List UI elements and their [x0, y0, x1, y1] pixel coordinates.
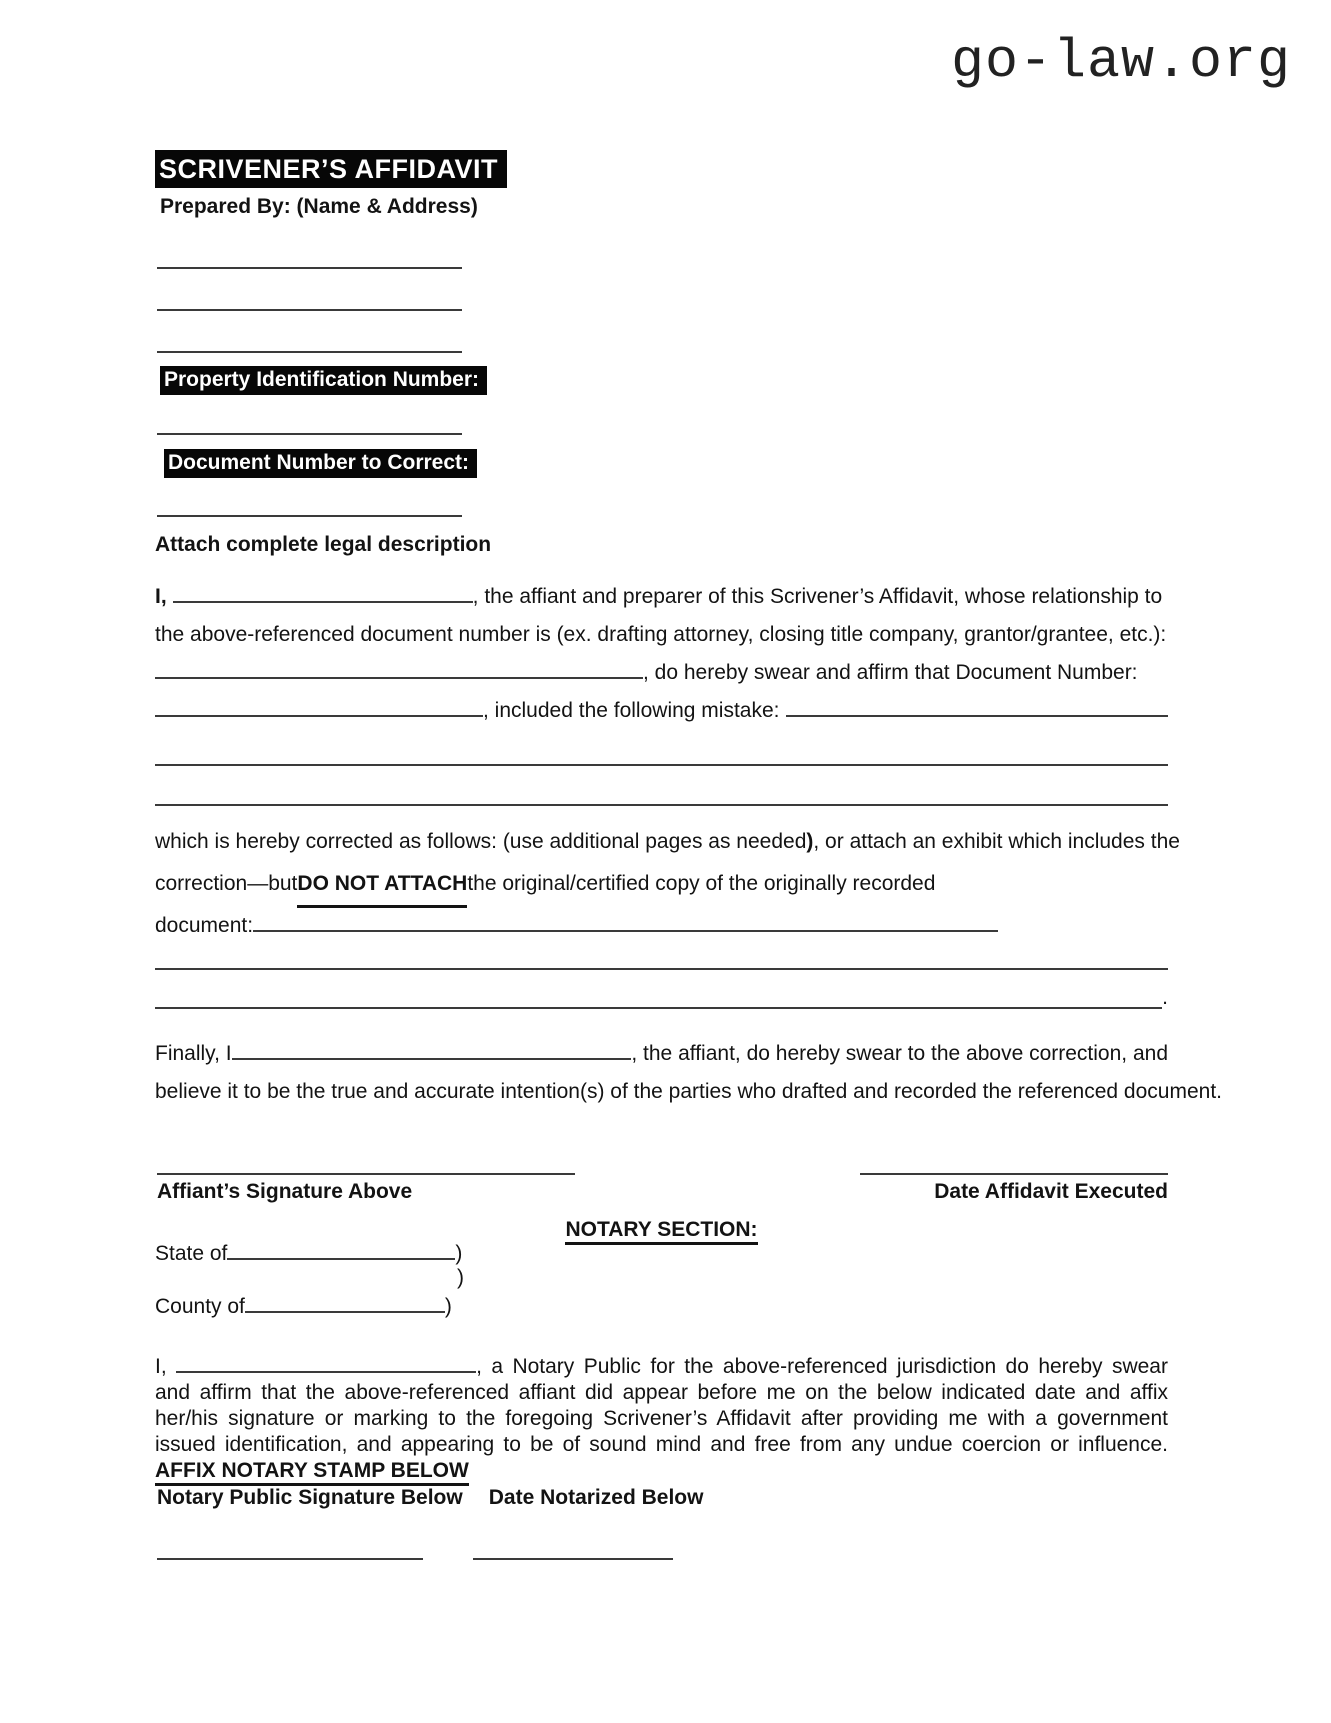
finally-line-1: [155, 1035, 1168, 1073]
fill-line-prepared-1: [157, 267, 462, 269]
correction-blank-3: [155, 983, 1162, 1009]
correction-text-1: which is hereby corrected as follows: (use additional pages as needed: [155, 830, 807, 853]
notary-county-row: [155, 1289, 1168, 1322]
affiant-signature-line: [157, 1173, 575, 1175]
finally-line-2: [155, 1073, 1222, 1111]
correction-document-label: document:: [155, 914, 254, 937]
document-number-blank: [155, 693, 483, 717]
notary-bottom-labels-row: [155, 1486, 1168, 1510]
finally-text-2: believe it to be the true and accurate intention(s) of the parties who drafted and recorded the referenced document.: [155, 1080, 1222, 1103]
county-of-label: County of: [155, 1295, 245, 1319]
do-not-attach-warning: DO NOT ATTACH: [297, 864, 467, 908]
correction-text-2a: correction—but: [155, 872, 298, 895]
county-paren: ): [444, 1295, 452, 1319]
correction-text-2c: the original/certified copy of the originally recorded: [467, 872, 936, 895]
mistake-blank-1: [786, 693, 1169, 717]
correction-text-1c: , or attach an exhibit which includes the: [813, 830, 1180, 853]
mistake-blank-2: [155, 764, 1168, 766]
mistake-blank-3: [155, 804, 1168, 806]
county-blank: [245, 1289, 445, 1313]
correction-line-3: [155, 906, 1168, 946]
correction-blank-1: [253, 908, 998, 932]
site-logo: go-law.org: [950, 30, 1291, 93]
correction-line-1: [155, 822, 1180, 862]
affiant-lead: I,: [155, 585, 167, 608]
affiant-statement-text-4: , included the following mistake:: [483, 699, 780, 722]
date-notarized-line: [473, 1558, 673, 1560]
affiant-statement-line-1: [155, 578, 1168, 616]
state-blank: [227, 1236, 455, 1260]
finally-text-1: , the affiant, do hereby swear to the above correction, and: [631, 1042, 1168, 1065]
state-of-label: State of: [155, 1242, 228, 1266]
finally-lead: Finally, I: [155, 1042, 232, 1065]
middle-paren: ): [457, 1266, 464, 1289]
correction-blank-3-row: [155, 983, 1168, 1009]
fill-line-prepared-3: [157, 351, 462, 353]
affiant-statement-text-3: , do hereby swear and affirm that Document Number:: [643, 661, 1138, 684]
relationship-blank: [155, 655, 643, 679]
correction-end-period: .: [1162, 986, 1168, 1009]
correction-bold-paren: ): [806, 830, 814, 853]
date-executed-label: Date Affidavit Executed: [934, 1180, 1168, 1203]
affiant-signature-label: Affiant’s Signature Above: [157, 1180, 413, 1203]
date-notarized-below-label: Date Notarized Below: [488, 1486, 704, 1509]
fill-line-prepared-2: [157, 309, 462, 311]
notary-signature-line: [157, 1558, 423, 1560]
notary-signature-below-label: Notary Public Signature Below: [157, 1486, 463, 1509]
fill-line-doc-number: [157, 515, 462, 517]
attach-legal-description-label: Attach complete legal description: [155, 533, 492, 556]
property-id-label: Property Identification Number:: [160, 366, 487, 395]
notary-section-heading: NOTARY SECTION:: [565, 1218, 757, 1245]
correction-blank-2: [155, 968, 1168, 970]
finally-name-blank: [232, 1036, 632, 1060]
affiant-statement-line-4: [155, 692, 1168, 730]
correction-line-2: [155, 864, 1168, 908]
doc-number-label: Document Number to Correct:: [164, 449, 477, 478]
affiant-statement-line-3: [155, 654, 1168, 692]
affiant-statement-line-2: [155, 616, 1168, 654]
prepared-by-label: Prepared By: (Name & Address): [160, 195, 478, 218]
notary-lead: I,: [155, 1355, 177, 1379]
state-paren: ): [455, 1242, 463, 1266]
date-executed-line: [860, 1173, 1168, 1175]
signature-labels-row: [155, 1180, 1168, 1204]
document-content: [155, 0, 1222, 1723]
affix-notary-stamp-label: AFFIX NOTARY STAMP BELOW: [155, 1459, 469, 1486]
notary-name-blank: [176, 1349, 476, 1373]
notary-body-text: , a Notary Public for the above-referenced jurisdiction do hereby swear and affirm that the above-referenced affiant did appear before me on the below indicated date and affix her/his signature or marking to the foregoing Scrivener’s Affidavit after providing me with a government issued identification, and appearing to be of sound mind and free from any undue coercion or influence.: [155, 1355, 1168, 1457]
affiant-statement-text-1: , the affiant and preparer of this Scrivener’s Affidavit, whose relationship to: [472, 585, 1163, 608]
fill-line-property-id: [157, 433, 462, 435]
document-title: SCRIVENER’S AFFIDAVIT: [155, 150, 507, 188]
affiant-name-blank: [173, 579, 473, 603]
affiant-statement-text-2: the above-referenced document number is (ex. drafting attorney, closing title company, grantor/grantee, etc.):: [155, 623, 1167, 646]
notary-affirmation-paragraph: [155, 1349, 1168, 1484]
